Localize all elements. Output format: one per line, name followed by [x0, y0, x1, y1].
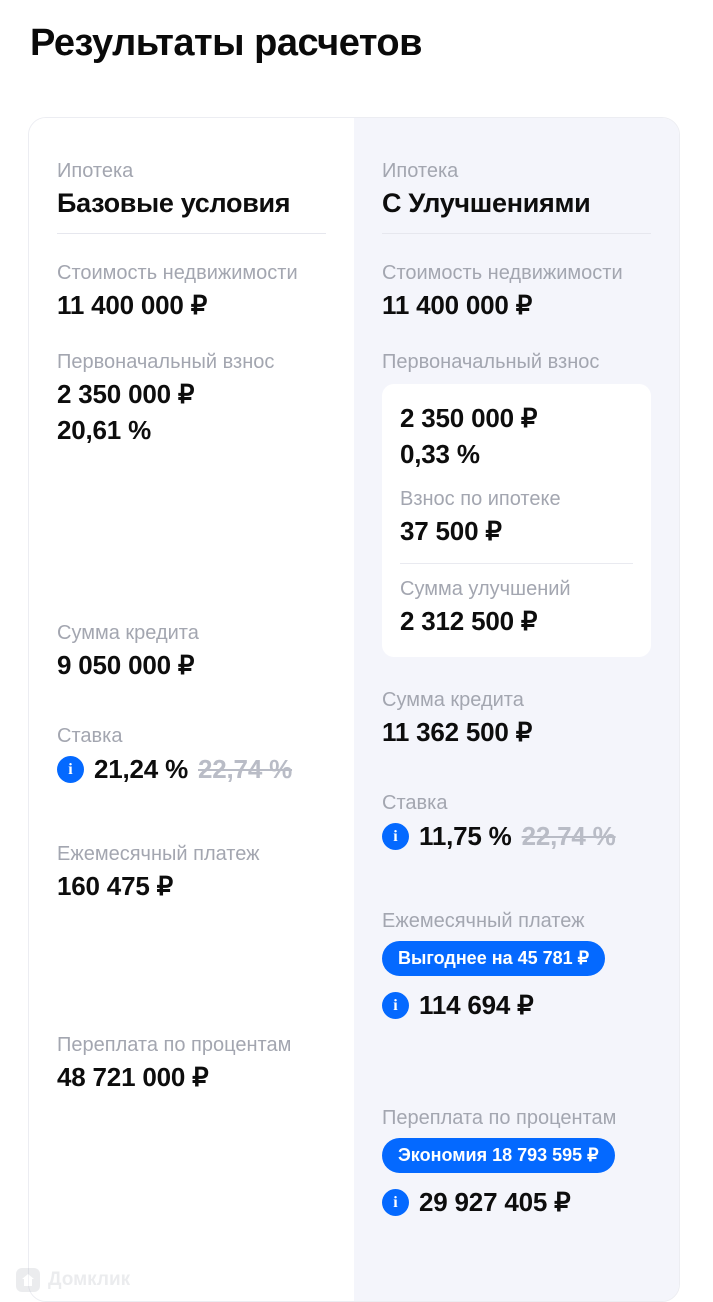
- monthly-payment-label: Ежемесячный платеж: [57, 843, 260, 865]
- mortgage-fee-label: Взнос по ипотеке: [400, 488, 561, 510]
- layout-spacer: [57, 974, 326, 1018]
- rate-group: [57, 723, 326, 785]
- loan-amount-label: Сумма кредита: [57, 622, 199, 644]
- monthly-payment-label: Ежемесячный платеж: [382, 910, 585, 932]
- down-payment-label: Первоначальный взнос: [57, 351, 275, 373]
- mortgage-type-value: Базовые условия: [57, 188, 291, 218]
- overpayment-value: 29 927 405 ₽: [419, 1187, 571, 1217]
- down-payment-value: 2 350 000 ₽: [400, 403, 538, 433]
- layout-spacer: [57, 811, 326, 841]
- layout-spacer: [382, 1047, 651, 1091]
- overpayment-value: 48 721 000 ₽: [57, 1062, 209, 1092]
- down-payment-percent: 20,61 %: [57, 415, 152, 445]
- info-icon[interactable]: i: [382, 992, 409, 1019]
- down-payment-label: Первоначальный взнос: [382, 351, 600, 373]
- property-price-label: Стоимость недвижимости: [382, 262, 623, 284]
- divider: [57, 233, 326, 234]
- monthly-payment-value: 114 694 ₽: [419, 990, 534, 1020]
- layout-spacer: [382, 776, 651, 790]
- improvements-label: Сумма улучшений: [400, 578, 571, 600]
- rate-old-value: 22,74 %: [198, 754, 293, 784]
- overpayment-row: [382, 1187, 651, 1218]
- loan-amount-label: Сумма кредита: [382, 689, 524, 711]
- layout-spacer: [57, 606, 326, 620]
- mortgage-type-label: Ипотека: [57, 160, 134, 182]
- improvements-value: 2 312 500 ₽: [400, 606, 538, 636]
- results-card: [28, 117, 680, 1302]
- monthly-payment-value: 160 475 ₽: [57, 871, 173, 901]
- rate-new-value: 21,24 %: [94, 754, 189, 784]
- layout-spacer: [57, 518, 326, 562]
- layout-spacer: [382, 878, 651, 908]
- layout-spacer: [382, 1091, 651, 1105]
- layout-spacer: [57, 1018, 326, 1032]
- property-price-value: 11 400 000 ₽: [57, 290, 208, 320]
- monthly-payment-group: [382, 908, 651, 1021]
- down-payment-group: [57, 349, 326, 448]
- overpayment-group: [57, 1032, 326, 1095]
- overpayment-label: Переплата по процентам: [57, 1034, 292, 1056]
- monthly-payment-group: [57, 841, 326, 904]
- overpayment-group: [382, 1105, 651, 1218]
- property-price-value: 11 400 000 ₽: [382, 290, 533, 320]
- rate-label: Ставка: [57, 725, 123, 747]
- domclick-logo-icon: [16, 1268, 40, 1292]
- info-icon[interactable]: i: [57, 756, 84, 783]
- rate-label: Ставка: [382, 792, 448, 814]
- layout-spacer: [57, 930, 326, 974]
- overpayment-label: Переплата по процентам: [382, 1107, 617, 1129]
- down-payment-group: [382, 349, 651, 657]
- divider: [382, 233, 651, 234]
- mortgage-type-value: С Улучшениями: [382, 188, 591, 218]
- info-icon[interactable]: i: [382, 1189, 409, 1216]
- layout-spacer: [400, 472, 633, 486]
- rate-old-value: 22,74 %: [521, 821, 616, 851]
- layout-spacer: [57, 709, 326, 723]
- page-title: Результаты расчетов: [30, 22, 423, 64]
- property-price-group: [382, 260, 651, 323]
- info-icon[interactable]: i: [382, 823, 409, 850]
- down-payment-breakdown-card: [382, 384, 651, 657]
- watermark: [16, 1268, 130, 1292]
- mortgage-type-label: Ипотека: [382, 160, 459, 182]
- loan-amount-group: [382, 687, 651, 750]
- loan-amount-group: [57, 620, 326, 683]
- watermark-label: Домклик: [48, 1269, 131, 1290]
- down-payment-value: 2 350 000 ₽: [57, 379, 195, 409]
- loan-amount-value: 9 050 000 ₽: [57, 650, 195, 680]
- layout-spacer: [382, 657, 651, 687]
- rate-row: [57, 754, 326, 785]
- layout-spacer: [57, 474, 326, 518]
- property-price-group: [57, 260, 326, 323]
- layout-spacer: [57, 562, 326, 606]
- monthly-payment-benefit-badge: Выгоднее на 45 781 ₽: [382, 941, 605, 976]
- divider: [400, 563, 633, 564]
- column-base-conditions: [29, 118, 354, 1301]
- rate-row: [382, 821, 651, 852]
- monthly-payment-row: [382, 990, 651, 1021]
- column-improved-conditions: [354, 118, 679, 1301]
- property-price-label: Стоимость недвижимости: [57, 262, 298, 284]
- overpayment-savings-badge: Экономия 18 793 595 ₽: [382, 1138, 615, 1173]
- rate-new-value: 11,75 %: [419, 821, 512, 851]
- rate-group: [382, 790, 651, 852]
- down-payment-percent: 0,33 %: [400, 439, 480, 469]
- loan-amount-value: 11 362 500 ₽: [382, 717, 533, 747]
- mortgage-fee-value: 37 500 ₽: [400, 516, 502, 546]
